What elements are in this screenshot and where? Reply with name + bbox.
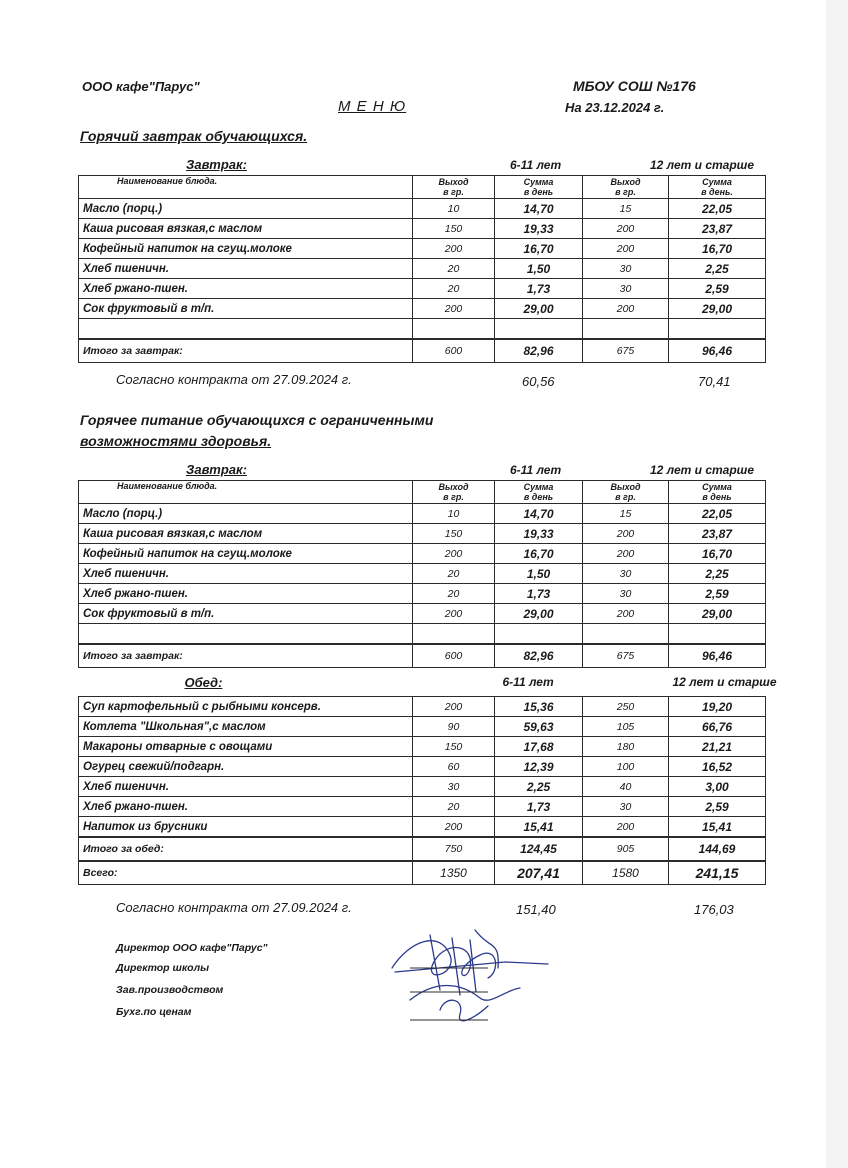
sum1: 19,33 (495, 524, 583, 544)
table-row (79, 817, 766, 838)
section1-age2: 12 лет и старше (650, 158, 755, 172)
lunch-label: Обед: (184, 674, 223, 690)
sum2: 29,00 (669, 299, 766, 319)
out2: 200 (583, 544, 669, 564)
section1-contract-v1: 60,56 (522, 374, 555, 389)
sum2: 2,59 (669, 584, 766, 604)
section2-heading-line2: возможностями здоровья. (80, 433, 272, 449)
lunch-age2: 12 лет и старше (669, 668, 766, 697)
sum1: 15,36 (495, 697, 583, 717)
section2-meal-label: Завтрак: (186, 462, 247, 477)
sig-director-cafe: Директор ООО кафе"Парус" (116, 942, 268, 954)
section1-table (78, 175, 766, 363)
dish-name: Сок фруктовый в т/п. (79, 299, 413, 319)
out1: 20 (413, 259, 495, 279)
lunch-header-row (79, 668, 766, 697)
table-row (79, 219, 766, 239)
table-row-total (79, 644, 766, 668)
handwritten-signature (380, 910, 560, 1040)
col-out2-header: Выход в гр. (583, 176, 669, 199)
table-row (79, 604, 766, 624)
out2: 15 (583, 504, 669, 524)
table-row-empty (79, 319, 766, 340)
grand-total-out1: 1350 (413, 861, 495, 885)
out1: 30 (413, 777, 495, 797)
total-sum1: 82,96 (495, 644, 583, 668)
lunch-total-sum2: 144,69 (669, 837, 766, 861)
dish-name: Котлета "Школьная",с маслом (79, 717, 413, 737)
sum1: 59,63 (495, 717, 583, 737)
table-row-total (79, 339, 766, 363)
section1-meal-label: Завтрак: (186, 157, 247, 172)
out1: 90 (413, 717, 495, 737)
table-row (79, 199, 766, 219)
out1: 20 (413, 279, 495, 299)
lunch-total-sum1: 124,45 (495, 837, 583, 861)
table-row (79, 797, 766, 817)
dish-name: Кофейный напиток на сгущ.молоке (79, 239, 413, 259)
table-row (79, 564, 766, 584)
section1-age1: 6-11 лет (510, 158, 562, 172)
out2: 200 (583, 239, 669, 259)
col-sum1-header: Сумма в день (495, 481, 583, 504)
sum2: 22,05 (669, 504, 766, 524)
out1: 10 (413, 199, 495, 219)
col-out2-header: Выход в гр. (583, 481, 669, 504)
sum2: 16,70 (669, 239, 766, 259)
col-out1-header: Выход в гр. (413, 481, 495, 504)
sum2: 23,87 (669, 524, 766, 544)
dish-name: Огурец свежий/подгарн. (79, 757, 413, 777)
dish-name: Хлеб пшеничн. (79, 259, 413, 279)
lunch-total-label: Итого за обед: (79, 837, 413, 861)
dish-name: Хлеб ржано-пшен. (79, 797, 413, 817)
sum1: 1,73 (495, 279, 583, 299)
school-name: МБОУ СОШ №176 (573, 78, 696, 94)
out2: 30 (583, 584, 669, 604)
out2: 200 (583, 524, 669, 544)
sum1: 1,50 (495, 564, 583, 584)
grand-total-sum2: 241,15 (669, 861, 766, 885)
out1: 200 (413, 544, 495, 564)
col-name-header: Наименование блюда. (79, 176, 413, 199)
out2: 200 (583, 817, 669, 838)
dish-name: Кофейный напиток на сгущ.молоке (79, 544, 413, 564)
table-row (79, 544, 766, 564)
table-row (79, 259, 766, 279)
sum1: 17,68 (495, 737, 583, 757)
col-name-header: Наименование блюда. (79, 481, 413, 504)
out2: 105 (583, 717, 669, 737)
out1: 200 (413, 697, 495, 717)
dish-name: Макароны отварные с овощами (79, 737, 413, 757)
grand-total-label: Всего: (79, 861, 413, 885)
total-sum2: 96,46 (669, 339, 766, 363)
out2: 30 (583, 279, 669, 299)
table-row-lunch-total (79, 837, 766, 861)
out1: 200 (413, 299, 495, 319)
sum2: 21,21 (669, 737, 766, 757)
section2-age1: 6-11 лет (510, 463, 562, 477)
table-row (79, 717, 766, 737)
table-row (79, 299, 766, 319)
sum1: 1,73 (495, 584, 583, 604)
total-label: Итого за завтрак: (79, 339, 413, 363)
scan-edge (826, 0, 848, 1168)
sig-director-school: Директор школы (116, 962, 210, 974)
total-out1: 600 (413, 339, 495, 363)
dish-name: Масло (порц.) (79, 199, 413, 219)
sum2: 3,00 (669, 777, 766, 797)
out1: 150 (413, 737, 495, 757)
out2: 200 (583, 299, 669, 319)
table-row-empty (79, 624, 766, 645)
dish-name: Каша рисовая вязкая,с маслом (79, 524, 413, 544)
table-row (79, 524, 766, 544)
sum2: 29,00 (669, 604, 766, 624)
out2: 180 (583, 737, 669, 757)
out1: 150 (413, 219, 495, 239)
section2-contract-v2: 176,03 (694, 902, 734, 917)
sum2: 23,87 (669, 219, 766, 239)
sum1: 29,00 (495, 604, 583, 624)
table-row (79, 777, 766, 797)
table-header (79, 481, 766, 504)
lunch-total-out2: 905 (583, 837, 669, 861)
out1: 200 (413, 239, 495, 259)
table-row (79, 737, 766, 757)
out2: 30 (583, 259, 669, 279)
sum2: 2,25 (669, 564, 766, 584)
sum1: 15,41 (495, 817, 583, 838)
sum1: 14,70 (495, 504, 583, 524)
dish-name: Сок фруктовый в т/п. (79, 604, 413, 624)
dish-name: Масло (порц.) (79, 504, 413, 524)
sum1: 16,70 (495, 239, 583, 259)
col-out1-header: Выход в гр. (413, 176, 495, 199)
section2-table (78, 480, 777, 885)
page-title: М Е Н Ю (338, 98, 407, 115)
sum1: 1,73 (495, 797, 583, 817)
sum2: 16,52 (669, 757, 766, 777)
grand-total-out2: 1580 (583, 861, 669, 885)
out2: 200 (583, 604, 669, 624)
out2: 15 (583, 199, 669, 219)
sum2: 22,05 (669, 199, 766, 219)
menu-date: На 23.12.2024 г. (565, 100, 665, 115)
dish-name: Напиток из брусники (79, 817, 413, 838)
out1: 20 (413, 564, 495, 584)
dish-name: Суп картофельный с рыбными консерв. (79, 697, 413, 717)
out1: 10 (413, 504, 495, 524)
lunch-age1: 6-11 лет (495, 668, 583, 697)
section2-heading-line1: Горячее питание обучающихся с ограниченными (80, 412, 434, 428)
table-row (79, 697, 766, 717)
table-row (79, 757, 766, 777)
lunch-total-out1: 750 (413, 837, 495, 861)
sum2: 15,41 (669, 817, 766, 838)
table-header (79, 176, 766, 199)
dish-name: Хлеб ржано-пшен. (79, 279, 413, 299)
section1-contract-v2: 70,41 (698, 374, 731, 389)
sum2: 2,59 (669, 279, 766, 299)
section2-age2: 12 лет и старше (650, 463, 755, 477)
col-sum2-header: Сумма в день. (669, 176, 766, 199)
out2: 30 (583, 564, 669, 584)
grand-total-sum1: 207,41 (495, 861, 583, 885)
out2: 40 (583, 777, 669, 797)
sum2: 2,25 (669, 259, 766, 279)
sum1: 29,00 (495, 299, 583, 319)
sig-accountant: Бухг.по ценам (116, 1006, 192, 1018)
sum1: 12,39 (495, 757, 583, 777)
total-sum1: 82,96 (495, 339, 583, 363)
table-row (79, 279, 766, 299)
table-row-grand-total (79, 861, 766, 885)
sum2: 66,76 (669, 717, 766, 737)
sum1: 1,50 (495, 259, 583, 279)
out2: 100 (583, 757, 669, 777)
table-row (79, 239, 766, 259)
table-row (79, 584, 766, 604)
sum1: 14,70 (495, 199, 583, 219)
dish-name: Каша рисовая вязкая,с маслом (79, 219, 413, 239)
out1: 200 (413, 604, 495, 624)
sum2: 2,59 (669, 797, 766, 817)
section2-contract-label: Согласно контракта от 27.09.2024 г. (116, 900, 352, 915)
sum1: 2,25 (495, 777, 583, 797)
out1: 60 (413, 757, 495, 777)
out1: 150 (413, 524, 495, 544)
total-out2: 675 (583, 644, 669, 668)
total-out1: 600 (413, 644, 495, 668)
sig-production: Зав.производством (116, 984, 224, 996)
sum1: 19,33 (495, 219, 583, 239)
dish-name: Хлеб ржано-пшен. (79, 584, 413, 604)
col-sum2-header: Сумма в день (669, 481, 766, 504)
out2: 200 (583, 219, 669, 239)
total-label: Итого за завтрак: (79, 644, 413, 668)
out1: 200 (413, 817, 495, 838)
sum2: 19,20 (669, 697, 766, 717)
dish-name: Хлеб пшеничн. (79, 777, 413, 797)
total-sum2: 96,46 (669, 644, 766, 668)
section1-heading: Горячий завтрак обучающихся. (80, 128, 308, 144)
section2-contract-v1: 151,40 (516, 902, 556, 917)
sum1: 16,70 (495, 544, 583, 564)
out2: 250 (583, 697, 669, 717)
total-out2: 675 (583, 339, 669, 363)
section1-contract-label: Согласно контракта от 27.09.2024 г. (116, 372, 352, 387)
sum2: 16,70 (669, 544, 766, 564)
org-name: ООО кафе"Парус" (82, 79, 200, 94)
out1: 20 (413, 584, 495, 604)
out2: 30 (583, 797, 669, 817)
dish-name: Хлеб пшеничн. (79, 564, 413, 584)
col-sum1-header: Сумма в день (495, 176, 583, 199)
out1: 20 (413, 797, 495, 817)
table-row (79, 504, 766, 524)
